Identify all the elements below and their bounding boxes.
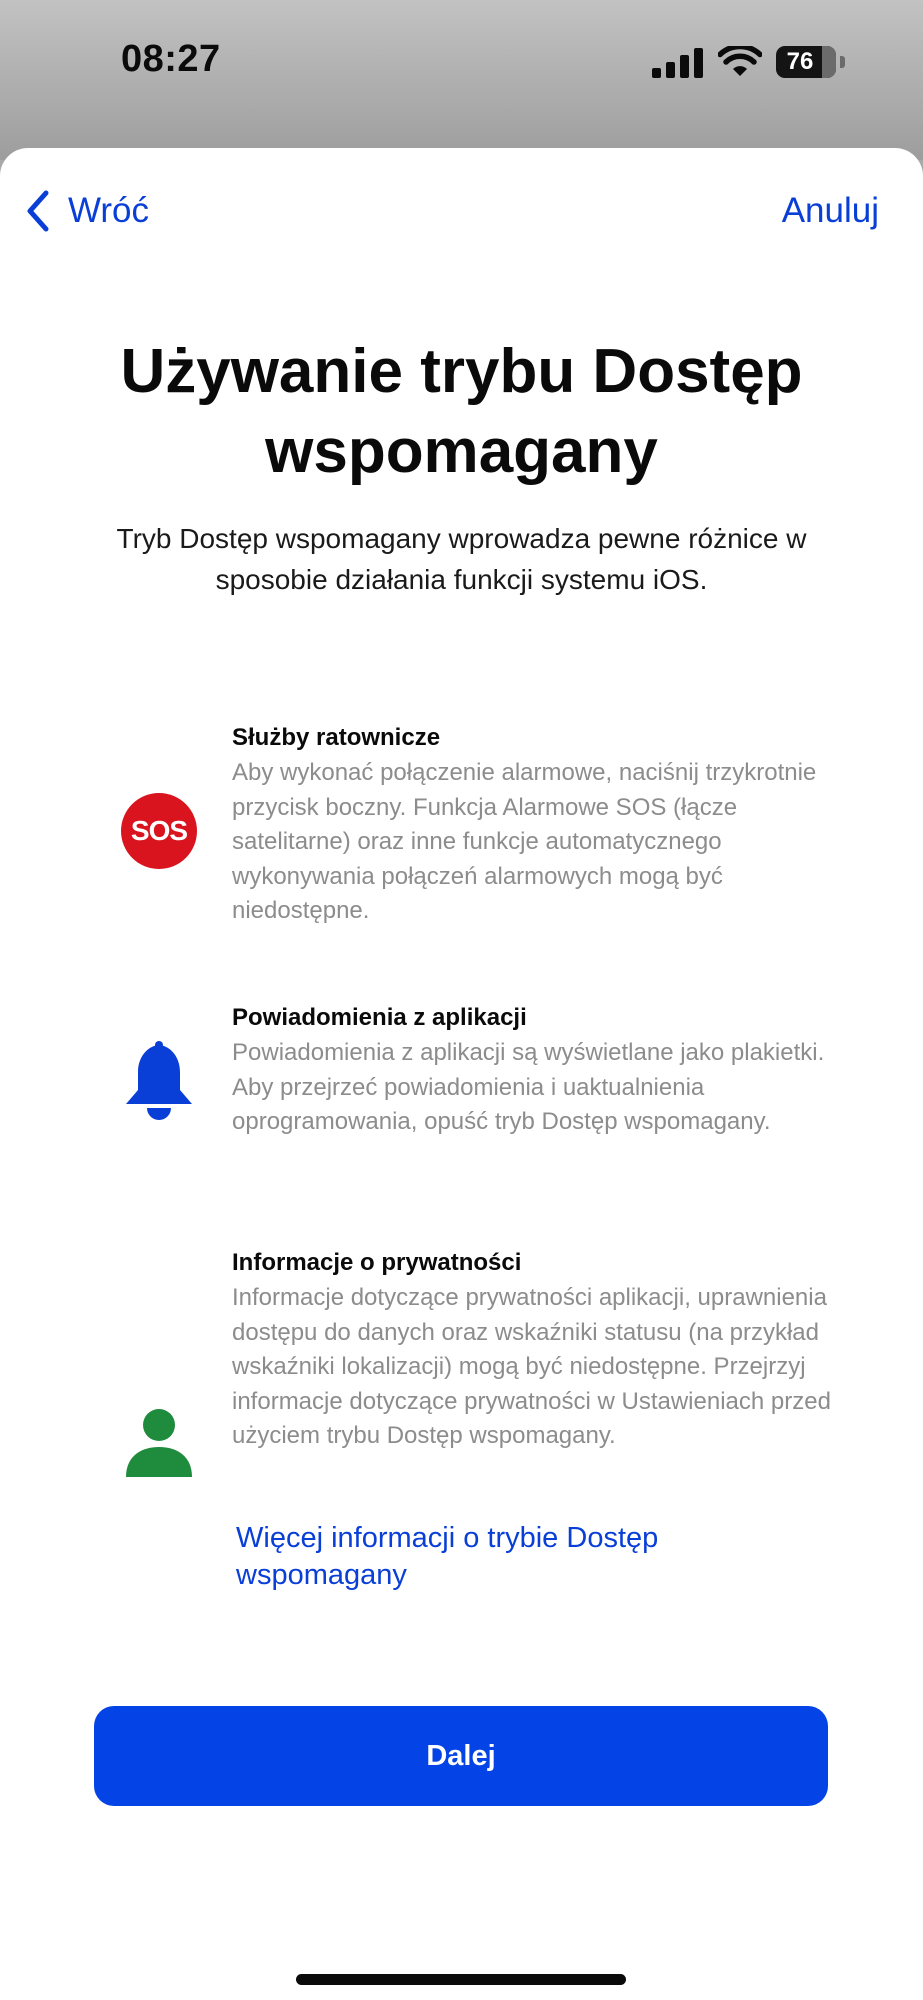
person-icon-graphic xyxy=(118,1405,200,1487)
feature-description: Informacje dotyczące prywatności aplikacji, uprawnienia dostępu do danych oraz wskaźniki statusu (na przykład wskaźniki lokalizacji) mogą być niedostępne. Przejrzyj informacje dotyczące prywatności w Ustawieniach przed użyciem trybu Dostęp wspomagany. xyxy=(232,1284,831,1449)
feature-text xyxy=(232,1000,862,1140)
page-title: Używanie trybu Dostęp wspomagany xyxy=(120,337,803,486)
sos-badge-text: SOS xyxy=(121,793,197,869)
battery-icon xyxy=(776,46,836,78)
bell-icon xyxy=(118,1040,200,1122)
home-indicator[interactable] xyxy=(296,1974,626,1985)
status-time: 08:27 xyxy=(121,38,221,80)
status-bar xyxy=(0,0,923,130)
sos-icon xyxy=(118,790,200,872)
battery-level: 76 xyxy=(786,48,814,75)
battery-cap xyxy=(840,56,845,68)
feature-title: Informacje o prywatności xyxy=(232,1249,522,1276)
page-subtitle: Tryb Dostęp wspomagany wprowadza pewne różnice w sposobie działania funkcji systemu iOS. xyxy=(116,523,807,595)
chevron-left-icon xyxy=(26,190,50,232)
feature-text xyxy=(232,720,862,929)
feature-text xyxy=(232,1245,862,1454)
wifi-icon xyxy=(718,46,762,78)
back-button-label: Wróć xyxy=(68,191,150,230)
feature-description: Aby wykonać połączenie alarmowe, naciśnij trzykrotnie przycisk boczny. Funkcja Alarmowe SOS (łącze satelitarne) oraz inne funkcje automatycznego wykonywania połączeń alarmowych mogą być niedostępne. xyxy=(232,759,817,924)
bell-icon-graphic xyxy=(118,1040,200,1122)
continue-button[interactable]: Dalej xyxy=(94,1706,828,1806)
feature-title: Służby ratownicze xyxy=(232,724,441,751)
setup-sheet xyxy=(0,148,923,2000)
back-button[interactable] xyxy=(26,186,149,236)
more-info-link[interactable]: Więcej informacji o trybie Dostęp wspomagany xyxy=(236,1522,659,1591)
person-icon xyxy=(118,1405,200,1487)
cancel-button[interactable]: Anuluj xyxy=(781,191,879,230)
feature-title: Powiadomienia z aplikacji xyxy=(232,1004,527,1031)
feature-description: Powiadomienia z aplikacji są wyświetlane jako plakietki. Aby przejrzeć powiadomienia i uaktualnienia oprogramowania, opuść tryb Dostęp wspomagany. xyxy=(232,1039,825,1135)
cellular-signal-icon xyxy=(652,48,704,78)
